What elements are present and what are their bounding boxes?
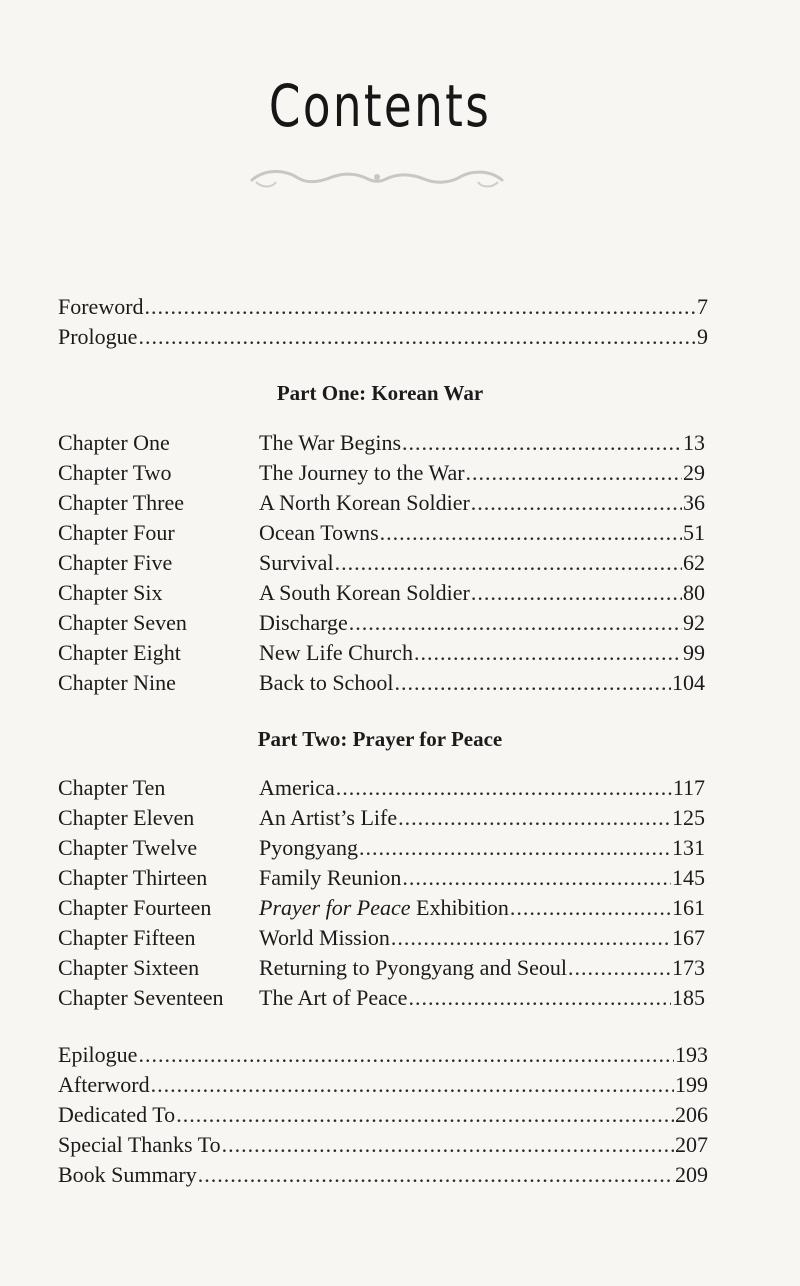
chapter-title-rest: Exhibition: [410, 895, 509, 920]
chapter-page: 29: [683, 460, 705, 485]
toc-entry-afterword[interactable]: [58, 1070, 708, 1100]
toc-entry-prologue[interactable]: [58, 322, 708, 352]
chapter-page: 117: [672, 775, 705, 800]
chapter-title: New Life Church: [259, 640, 413, 665]
toc-entry-chapter-7[interactable]: [259, 608, 705, 638]
toc-entry-chapter-13[interactable]: [259, 863, 705, 893]
chapter-title: The Journey to the War: [259, 460, 465, 485]
chapter-label: Chapter Fourteen: [58, 895, 212, 920]
chapter-title-italic: Prayer for Peace: [259, 895, 411, 920]
page-title: Contents: [268, 72, 492, 140]
chapter-title: A South Korean Soldier: [259, 580, 470, 605]
dot-leader: [394, 668, 671, 698]
toc-entry-chapter-11[interactable]: [259, 803, 705, 833]
toc-entry-page: 9: [697, 324, 708, 349]
dot-leader: [471, 578, 682, 608]
dot-leader: [380, 518, 682, 548]
toc-entry-page: 7: [697, 294, 708, 319]
toc-entry-foreword[interactable]: [58, 292, 708, 322]
toc-entry-epilogue[interactable]: [58, 1040, 708, 1070]
chapter-page: 173: [672, 955, 705, 980]
toc-entry-chapter-5[interactable]: [259, 548, 705, 578]
toc-entry-label: Special Thanks To: [58, 1132, 221, 1157]
toc-entry-label: Dedicated To: [58, 1102, 176, 1127]
chapter-label: Chapter Fifteen: [58, 925, 196, 950]
dot-leader: [176, 1100, 674, 1130]
dot-leader: [359, 833, 671, 863]
chapter-label: Chapter Ten: [58, 775, 166, 800]
dot-leader: [198, 1160, 674, 1190]
toc-entry-chapter-8[interactable]: [259, 638, 705, 668]
chapter-page: 161: [672, 895, 705, 920]
dot-leader: [402, 428, 682, 458]
chapter-label: Chapter Four: [58, 520, 175, 545]
chapter-title: Returning to Pyongyang and Seoul: [259, 955, 567, 980]
toc-entry-label: Prologue: [58, 324, 138, 349]
dot-leader: [138, 1040, 674, 1070]
chapter-label: Chapter Seven: [58, 610, 187, 635]
chapter-page: 145: [672, 865, 705, 890]
chapter-page: 62: [683, 550, 705, 575]
dot-leader: [336, 773, 672, 803]
chapter-label: Chapter Eight: [58, 640, 181, 665]
toc-entry-page: 199: [675, 1072, 708, 1097]
chapter-label: Chapter Three: [58, 490, 185, 515]
chapter-page: 92: [683, 610, 705, 635]
chapter-page: 51: [683, 520, 705, 545]
toc-entry-chapter-9[interactable]: [259, 668, 705, 698]
toc-entry-page: 207: [675, 1132, 708, 1157]
toc-entry-chapter-3[interactable]: [259, 488, 705, 518]
dot-leader: [138, 322, 696, 352]
chapter-page: 167: [672, 925, 705, 950]
chapter-title: Back to School: [259, 670, 394, 695]
toc-entry-dedicated-to[interactable]: [58, 1100, 708, 1130]
chapter-label: Chapter Two: [58, 460, 172, 485]
toc-entry-label: Foreword: [58, 294, 144, 319]
chapter-label: Chapter Eleven: [58, 805, 195, 830]
chapter-title: The War Begins: [259, 430, 402, 455]
chapter-label: Chapter Sixteen: [58, 955, 200, 980]
toc-entry-page: 193: [675, 1042, 708, 1067]
toc-entry-chapter-6[interactable]: [259, 578, 705, 608]
dot-leader: [391, 923, 671, 953]
toc-entry-chapter-15[interactable]: [259, 923, 705, 953]
dot-leader: [510, 893, 671, 923]
chapter-label: Chapter Twelve: [58, 835, 198, 860]
dot-leader: [402, 863, 671, 893]
chapter-title: [259, 893, 509, 923]
dot-leader: [145, 292, 696, 322]
chapter-title: Ocean Towns: [259, 520, 379, 545]
toc-entry-chapter-2[interactable]: [259, 458, 705, 488]
toc-entry-chapter-1[interactable]: [259, 428, 705, 458]
toc-entry-label: Book Summary: [58, 1162, 197, 1187]
dot-leader: [568, 953, 671, 983]
dot-leader: [398, 803, 671, 833]
chapter-page: 185: [672, 985, 705, 1010]
toc-entry-special-thanks[interactable]: [58, 1130, 708, 1160]
chapter-page: 36: [683, 490, 705, 515]
chapter-page: 80: [683, 580, 705, 605]
chapter-label: Chapter Thirteen: [58, 865, 208, 890]
toc-entry-chapter-17[interactable]: [259, 983, 705, 1013]
decorative-flourish-icon: [246, 162, 508, 192]
part-two-heading: Part Two: Prayer for Peace: [257, 727, 503, 751]
chapter-page: 13: [683, 430, 705, 455]
chapter-title: Pyongyang: [259, 835, 358, 860]
chapter-label: Chapter Five: [58, 550, 173, 575]
dot-leader: [335, 548, 682, 578]
dot-leader: [466, 458, 682, 488]
chapter-title: Family Reunion: [259, 865, 402, 890]
chapter-title: America: [259, 775, 335, 800]
dot-leader: [414, 638, 682, 668]
toc-entry-chapter-4[interactable]: [259, 518, 705, 548]
chapter-label: Chapter One: [58, 430, 170, 455]
chapter-page: 104: [672, 670, 705, 695]
toc-entry-chapter-12[interactable]: [259, 833, 705, 863]
chapter-page: 125: [672, 805, 705, 830]
toc-entry-chapter-14[interactable]: [259, 893, 705, 923]
dot-leader: [471, 488, 682, 518]
dot-leader: [408, 983, 671, 1013]
dot-leader: [151, 1070, 674, 1100]
chapter-title: An Artist’s Life: [259, 805, 398, 830]
toc-entry-label: Epilogue: [58, 1042, 138, 1067]
part-one-heading: Part One: Korean War: [276, 381, 484, 405]
chapter-title: World Mission: [259, 925, 390, 950]
toc-entry-page: 206: [675, 1102, 708, 1127]
chapter-label: Chapter Six: [58, 580, 163, 605]
chapter-label: Chapter Seventeen: [58, 985, 224, 1010]
chapter-title: A North Korean Soldier: [259, 490, 470, 515]
chapter-label: Chapter Nine: [58, 670, 176, 695]
chapter-page: 131: [672, 835, 705, 860]
toc-entry-chapter-10[interactable]: [259, 773, 705, 803]
toc-entry-label: Afterword: [58, 1072, 150, 1097]
toc-entry-book-summary[interactable]: [58, 1160, 708, 1190]
dot-leader: [222, 1130, 674, 1160]
chapter-title: Discharge: [259, 610, 348, 635]
dot-leader: [349, 608, 682, 638]
toc-entry-page: 209: [675, 1162, 708, 1187]
chapter-page: 99: [683, 640, 705, 665]
chapter-title: Survival: [259, 550, 334, 575]
toc-entry-chapter-16[interactable]: [259, 953, 705, 983]
chapter-title: The Art of Peace: [259, 985, 408, 1010]
